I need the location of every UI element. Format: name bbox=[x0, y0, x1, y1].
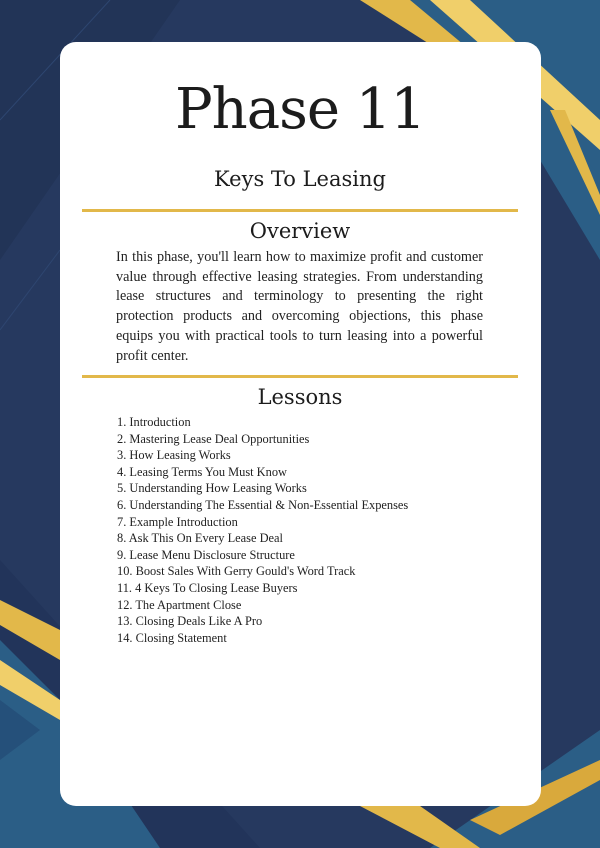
page-subtitle: Keys To Leasing bbox=[214, 167, 386, 191]
lesson-item: 11. 4 Keys To Closing Lease Buyers bbox=[117, 580, 298, 595]
lesson-item: 8. Ask This On Every Lease Deal bbox=[117, 531, 283, 546]
lesson-item: 3. How Leasing Works bbox=[117, 448, 231, 463]
overview-paragraph: In this phase, you'll learn how to maximize profit and customer value through effective leasing strategies. From understanding lease structures and terminology to presenting the right protection products and overcoming objections, this phase equips you with practical tools to turn leasing into a powerful profit center. bbox=[116, 249, 483, 364]
lesson-item: 10. Boost Sales With Gerry Gould's Word Track bbox=[117, 564, 356, 579]
lessons-list bbox=[117, 414, 517, 646]
lesson-item: 6. Understanding The Essential & Non-Essential Expenses bbox=[117, 497, 409, 512]
page-title: Phase 11 bbox=[174, 77, 426, 142]
lesson-item: 9. Lease Menu Disclosure Structure bbox=[117, 547, 295, 562]
lesson-item: 13. Closing Deals Like A Pro bbox=[117, 614, 263, 629]
divider-gold bbox=[82, 375, 518, 378]
lesson-item: 7. Example Introduction bbox=[117, 514, 238, 529]
overview-heading: Overview bbox=[249, 219, 351, 243]
lesson-item: 12. The Apartment Close bbox=[117, 597, 242, 612]
divider-gold bbox=[82, 209, 518, 212]
lesson-item: 5. Understanding How Leasing Works bbox=[117, 481, 307, 496]
lesson-item: 2. Mastering Lease Deal Opportunities bbox=[117, 431, 310, 446]
lesson-item: 14. Closing Statement bbox=[117, 630, 227, 645]
lessons-heading: Lessons bbox=[257, 385, 343, 409]
lesson-item: 1. Introduction bbox=[117, 415, 191, 429]
lesson-item: 4. Leasing Terms You Must Know bbox=[117, 464, 287, 479]
